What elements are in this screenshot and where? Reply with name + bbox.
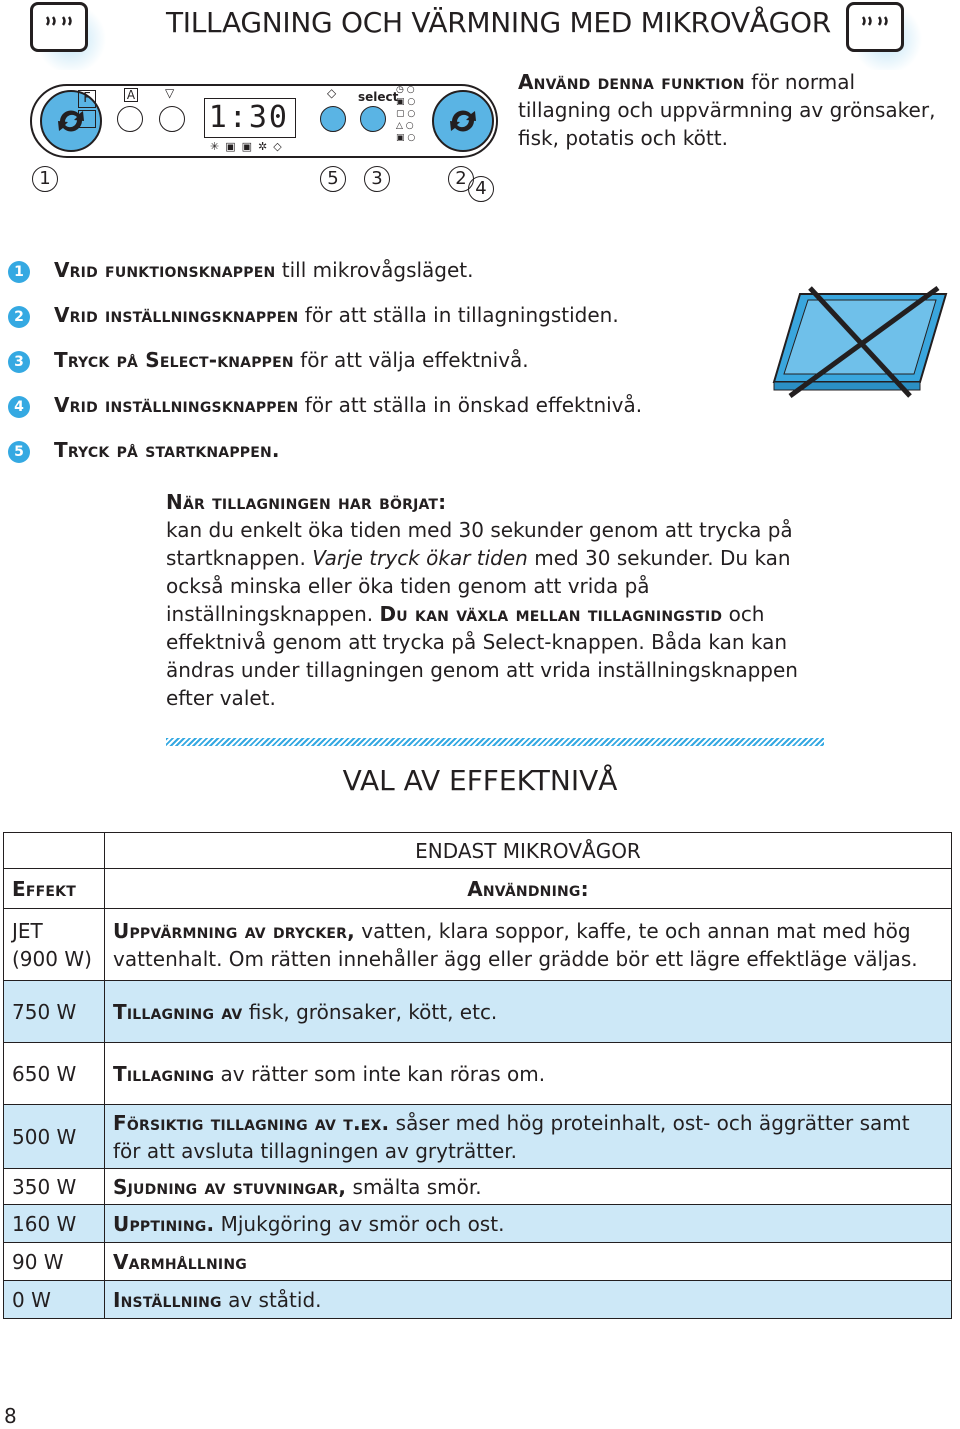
effect-cell: 90 W — [4, 1243, 105, 1281]
power-level-table — [3, 832, 952, 1319]
display-indicator-icons: ✳▣▣✲◇ — [210, 140, 288, 153]
table-row — [4, 1243, 952, 1281]
usage-text: såser med hög proteinhalt, ost- och äggrätter samt för att avsluta tillagningen av gryträtter. — [113, 1110, 910, 1163]
usage-cell — [105, 1281, 952, 1319]
usage-cell — [105, 909, 952, 981]
intro-text — [518, 68, 938, 152]
usage-lead: Uppvärmning av drycker, — [113, 918, 355, 943]
usage-cell — [105, 981, 952, 1043]
step-text: för att välja effektnivå. — [293, 348, 529, 372]
callout-5: 5 — [320, 166, 346, 192]
step-lead: Vrid inställningsknappen — [54, 303, 299, 327]
effect-cell: 160 W — [4, 1205, 105, 1243]
select-label: select — [358, 90, 399, 104]
after-start-heading: När tillagningen har börjat: — [166, 490, 447, 514]
microwave-mode-icon-left — [30, 2, 100, 64]
adjust-knob[interactable] — [432, 90, 494, 152]
step-lead: Tryck på startknappen. — [54, 438, 280, 462]
callout-2: 2 — [448, 166, 474, 192]
step-lead: Vrid inställningsknappen — [54, 393, 299, 417]
table-row — [4, 1105, 952, 1169]
table-top-header-row — [4, 833, 952, 869]
usage-text: fisk, grönsaker, kött, etc. — [242, 999, 498, 1024]
effect-cell: 650 W — [4, 1043, 105, 1105]
usage-text: smälta smör. — [346, 1174, 482, 1199]
usage-cell — [105, 1243, 952, 1281]
usage-lead: Upptining. — [113, 1211, 215, 1236]
select-button[interactable] — [360, 106, 386, 132]
time-display: 1:30 — [204, 98, 296, 138]
step-lead: Vrid funktionsknappen — [54, 258, 276, 282]
hatched-divider — [166, 738, 824, 746]
usage-lead: Tillagning av — [113, 999, 243, 1024]
after-start-paragraph — [166, 488, 826, 712]
usage-text: Mjukgöring av smör och ost. — [214, 1211, 505, 1236]
table-header-blank — [4, 833, 105, 869]
usage-lead: Inställning — [113, 1287, 222, 1312]
column-header-effect: Effekt — [4, 869, 105, 909]
auto-button[interactable] — [117, 106, 143, 132]
table-row — [4, 909, 952, 981]
callout-1: 1 — [32, 166, 58, 192]
after-start-text-3: och effektnivå genom att trycka på Select-knappen. Båda kan kan ändras under tillagningen genom att vrida inställningsknappen efter valet. — [166, 602, 798, 710]
effect-cell: 750 W — [4, 981, 105, 1043]
usage-text: av ståtid. — [221, 1287, 322, 1312]
table-header-row — [4, 869, 952, 909]
usage-text: vatten, klara soppor, kaffe, te och annan mat med hög vattenhalt. Om rätten innehåller ägg eller grädde bör ett lägre effektläge väljas. — [113, 918, 918, 971]
step-number: 3 — [8, 351, 30, 373]
intro-lead: Använd denna funktion — [518, 70, 745, 94]
usage-text: av rätter som inte kan röras om. — [214, 1061, 546, 1086]
function-f-icon: F — [78, 90, 96, 108]
step-text: för att ställa in önskad effektnivå. — [298, 393, 643, 417]
page-title: TILLAGNING OCH VÄRMNING MED MIKROVÅGOR — [166, 6, 831, 39]
table-row — [4, 1169, 952, 1205]
after-start-text-2: med 30 sekunder. Du kan också minska eller öka tiden genom att vrida på inställningsknappen. — [166, 546, 791, 626]
table-top-header: ENDAST MIKROVÅGOR — [105, 833, 952, 869]
usage-lead: Försiktig tillagning av t.ex. — [113, 1110, 390, 1135]
step-text: till mikrovågsläget. — [275, 258, 474, 282]
after-start-italic: Varje tryck ökar tiden — [312, 546, 528, 570]
effect-cell: 350 W — [4, 1169, 105, 1205]
start-icon: ◇ — [327, 86, 337, 100]
table-row — [4, 1043, 952, 1105]
usage-cell — [105, 1043, 952, 1105]
step-number: 1 — [8, 261, 30, 283]
start-button[interactable] — [320, 106, 346, 132]
no-tray-icon — [770, 286, 952, 398]
intro-body: för normal tillagning och uppvärmning av grönsaker, fisk, potatis och kött. — [518, 70, 936, 150]
table-row — [4, 1205, 952, 1243]
usage-lead: Sjudning av stuvningar, — [113, 1174, 347, 1199]
usage-cell — [105, 1169, 952, 1205]
table-row — [4, 1281, 952, 1319]
stop-button[interactable] — [159, 106, 185, 132]
step-lead: Tryck på Select-knappen — [54, 348, 294, 372]
step-number: 4 — [8, 396, 30, 418]
column-header-usage: Användning: — [105, 869, 952, 909]
after-start-lead-2: Du kan växla mellan tillagningstid — [379, 602, 723, 626]
stop-icon: ▽ — [165, 86, 175, 100]
after-start-text-1: kan du enkelt öka tiden med 30 sekunder genom att trycka på startknappen. — [166, 518, 793, 570]
step-number: 5 — [8, 441, 30, 463]
effect-cell: 0 W — [4, 1281, 105, 1319]
table-row — [4, 981, 952, 1043]
page-number: 8 — [4, 1404, 17, 1428]
effect-cell: 500 W — [4, 1105, 105, 1169]
section-title: VAL AV EFFEKTNIVÅ — [342, 764, 618, 797]
usage-lead: Varmhållning — [113, 1249, 247, 1274]
auto-icon: A — [124, 88, 138, 102]
mode-indicator-icons: ◷ ○ ▣ ○ ▢ ○ △ ○ ▣ ○ — [396, 85, 416, 143]
oven-icon — [78, 110, 96, 128]
step-text: för att ställa in tillagningstiden. — [298, 303, 619, 327]
step-number: 2 — [8, 306, 30, 328]
callout-3: 3 — [364, 166, 390, 192]
usage-lead: Tillagning — [113, 1061, 215, 1086]
usage-cell — [105, 1105, 952, 1169]
microwave-mode-icon-right — [846, 2, 916, 64]
effect-cell: JET (900 W) — [4, 909, 105, 981]
usage-cell — [105, 1205, 952, 1243]
callout-4: 4 — [468, 176, 494, 202]
